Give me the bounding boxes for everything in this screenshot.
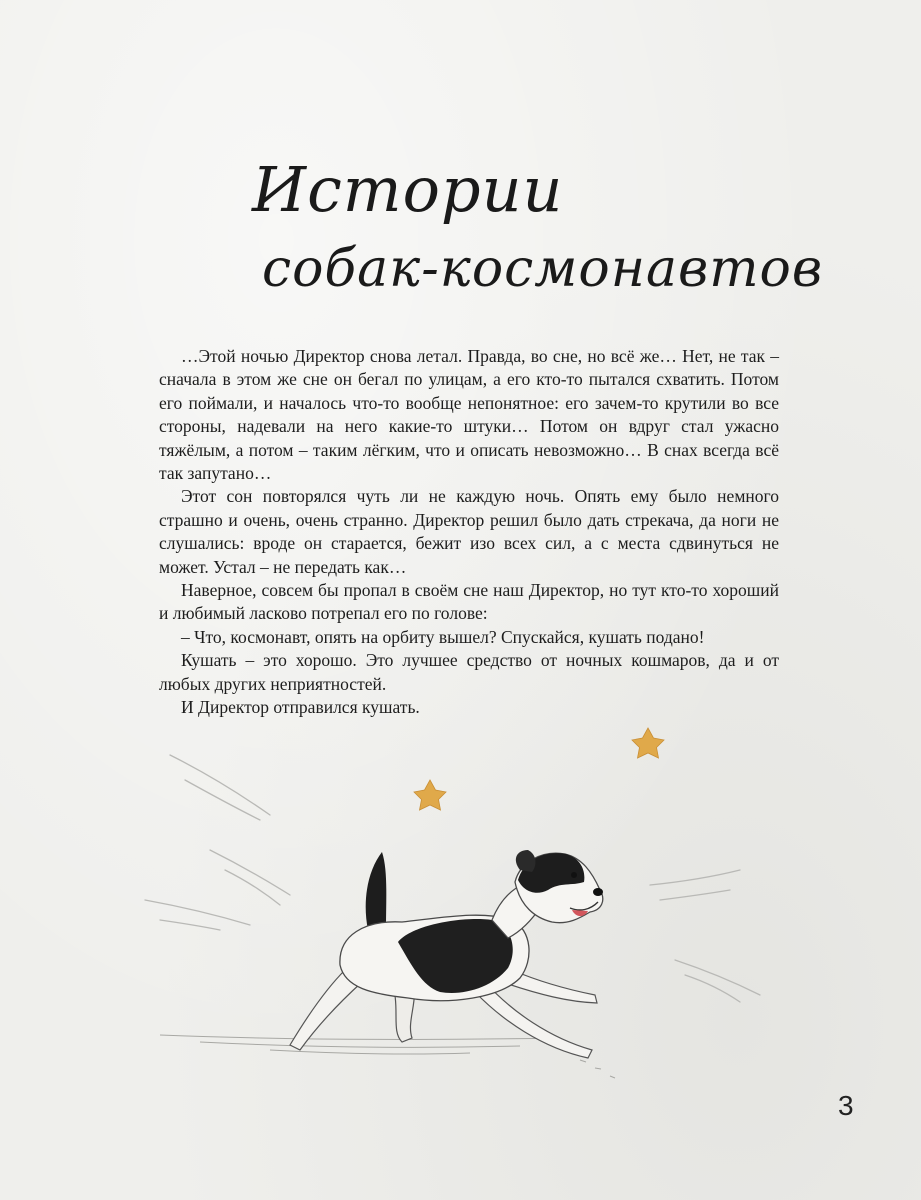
chapter-title-line-1: Истории [252,153,564,226]
star-icon [632,728,664,758]
chapter-title-line-2: собак-космонавтов [262,239,824,299]
dog [290,850,603,1058]
running-dog-illustration [140,720,840,1100]
page-number: 3 [838,1090,854,1121]
story-text [159,345,779,720]
paragraph: И Директор отправился кушать. [181,697,420,718]
dialogue-line: – Что, космонавт, опять на орбиту вышел? Спускайся, кушать подано! [181,626,705,647]
paragraph: Кушать – это хорошо. Это лучшее средство от ночных кошмаров, да и от любых других неприятностей. [159,650,779,694]
paragraph: …Этой ночью Директор снова летал. Правда, во сне, но всё же… Нет, не так – сначала в этом же сне он бегал по улицам, а его кто-то пытался схватить. Потом его поймали, и началось что-то вообще непонятное: его зачем-то крутили во все стороны, надевали на него какие-то штуки… Потом он вдруг стал ужасно тяжёлым, а потом – таким лёгким, что и описать невозможно… В снах всегда всё так запутано… [159,346,779,484]
paragraph: Наверное, совсем бы пропал в своём сне наш Директор, но тут кто-то хороший и любимый ласково потрепал его по голове: [159,580,779,624]
star-icon [414,780,446,810]
paragraph: Этот сон повторялся чуть ли не каждую ночь. Опять ему было немного страшно и очень, очень странно. Директор решил было дать стрекача, да ноги не слушались: вроде он старается, бежит изо всех сил, а с места сдвинуться не может. Устал – не передать как… [159,486,779,577]
